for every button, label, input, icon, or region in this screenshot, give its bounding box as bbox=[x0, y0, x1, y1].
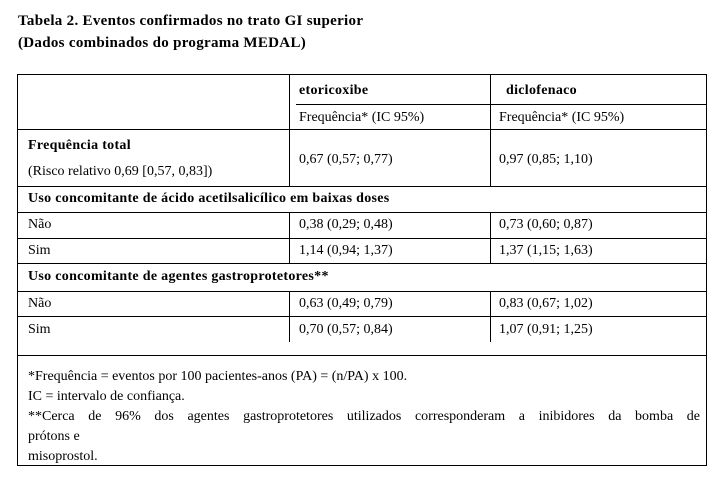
column-divider bbox=[490, 75, 491, 186]
column-subheader: Frequência* (IC 95%) bbox=[499, 110, 625, 125]
footnote-divider bbox=[18, 355, 706, 356]
header-divider bbox=[296, 104, 706, 105]
footnote-continuation: prótons e bbox=[28, 429, 80, 444]
row-divider bbox=[18, 212, 706, 213]
table-cell: 1,14 (0,94; 1,37) bbox=[299, 243, 393, 258]
column-subheader: Frequência* (IC 95%) bbox=[299, 110, 425, 125]
section-title-aspirin: Uso concomitante de ácido acetilsalicílico em baixas doses bbox=[28, 191, 390, 206]
column-header-etoricoxibe: etoricoxibe bbox=[299, 83, 369, 98]
relative-risk-label: (Risco relativo 0,69 [0,57, 0,83]) bbox=[28, 164, 213, 179]
table-cell: 0,83 (0,67; 1,02) bbox=[499, 296, 593, 311]
column-divider bbox=[289, 291, 290, 342]
section-title-gastroprotective: Uso concomitante de agentes gastroprotetores** bbox=[28, 269, 329, 284]
row-label: Sim bbox=[28, 243, 51, 258]
row-divider bbox=[18, 291, 706, 292]
row-divider bbox=[18, 238, 706, 239]
total-value-etoricoxibe: 0,67 (0,57; 0,77) bbox=[299, 152, 393, 167]
footnote-gastroprotective: **Cerca de 96% dos agentes gastroprotetores utilizados corresponderam a inibidores da bomba de bbox=[28, 409, 700, 424]
table-cell: 1,37 (1,15; 1,63) bbox=[499, 243, 593, 258]
total-frequency-label: Frequência total bbox=[28, 138, 131, 153]
column-header-diclofenaco: diclofenaco bbox=[506, 83, 577, 98]
table-cell: 0,63 (0,49; 0,79) bbox=[299, 296, 393, 311]
row-label: Não bbox=[28, 217, 52, 232]
footnote-misoprostol: misoprostol. bbox=[28, 449, 98, 464]
table-cell: 0,38 (0,29; 0,48) bbox=[299, 217, 393, 232]
footnote-ic: IC = intervalo de confiança. bbox=[28, 389, 185, 404]
column-divider bbox=[289, 212, 290, 263]
row-label: Não bbox=[28, 296, 52, 311]
column-divider bbox=[490, 212, 491, 263]
table-cell: 0,70 (0,57; 0,84) bbox=[299, 322, 393, 337]
column-divider bbox=[490, 291, 491, 342]
table-cell: 0,73 (0,60; 0,87) bbox=[499, 217, 593, 232]
data-table bbox=[17, 74, 707, 466]
footnotes bbox=[28, 367, 700, 467]
column-divider bbox=[289, 75, 290, 186]
footnote-frequency: *Frequência = eventos por 100 pacientes-anos (PA) = (n/PA) x 100. bbox=[28, 369, 408, 384]
row-divider bbox=[18, 129, 706, 130]
table-subtitle: (Dados combinados do programa MEDAL) bbox=[18, 35, 307, 51]
table-title: Tabela 2. Eventos confirmados no trato GI superior bbox=[18, 13, 364, 29]
total-value-diclofenaco: 0,97 (0,85; 1,10) bbox=[499, 152, 593, 167]
row-divider bbox=[18, 316, 706, 317]
row-divider bbox=[18, 186, 706, 187]
row-divider bbox=[18, 263, 706, 264]
row-label: Sim bbox=[28, 322, 51, 337]
table-cell: 1,07 (0,91; 1,25) bbox=[499, 322, 593, 337]
